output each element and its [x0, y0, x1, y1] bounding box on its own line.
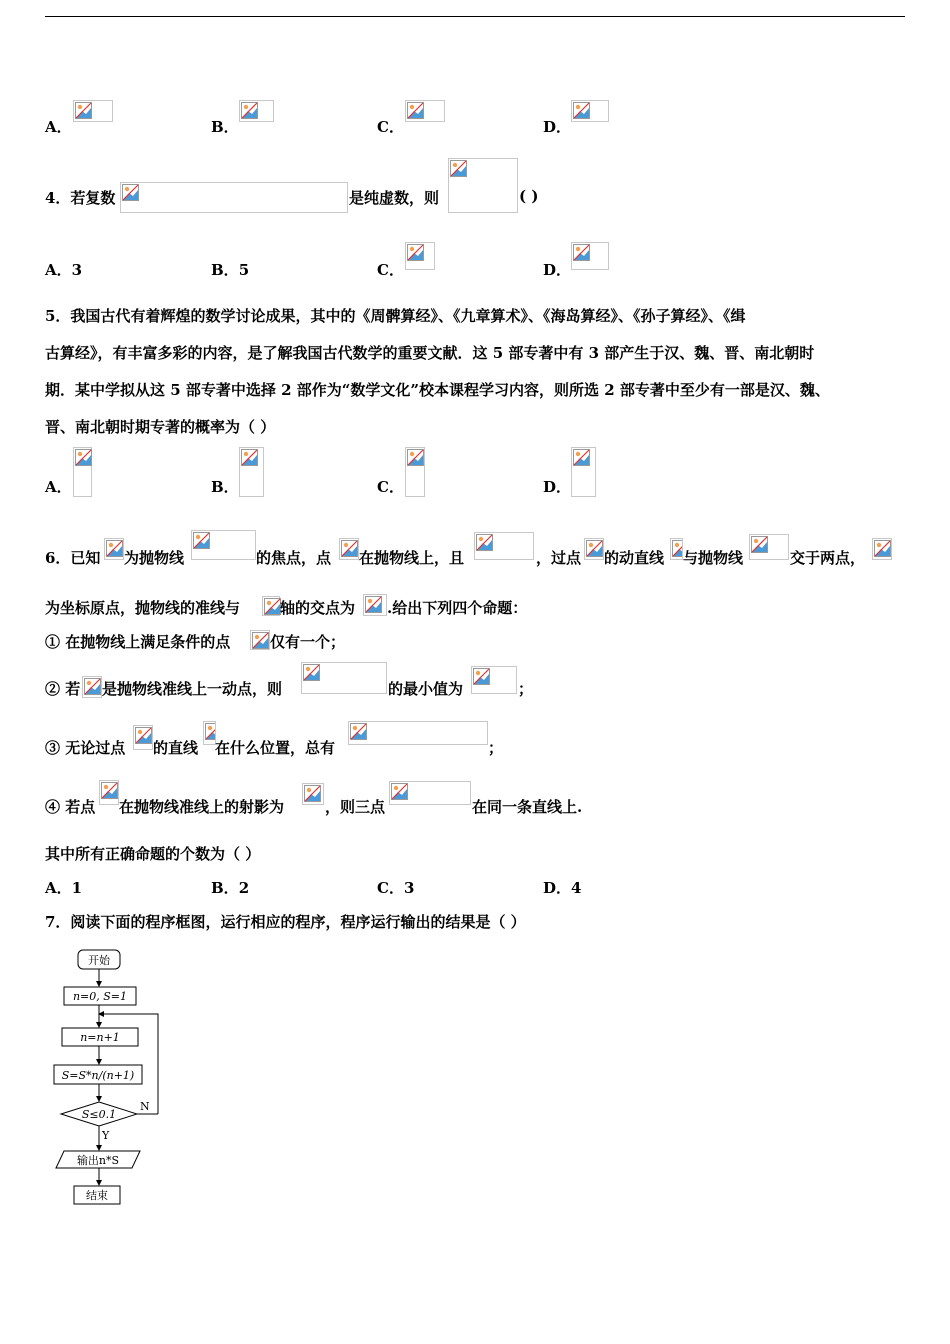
image-placeholder-icon — [304, 785, 321, 802]
q6-option-a-value: 1 — [71, 879, 83, 897]
q4-option-b-label: B． — [211, 261, 239, 279]
image-placeholder-icon — [573, 449, 590, 466]
q5-option-a-image — [73, 447, 92, 497]
q6-math-image — [133, 725, 153, 750]
q6-l2-t0: 为坐标原点，抛物线的准线与 — [45, 599, 241, 617]
image-placeholder-icon — [252, 632, 269, 649]
q6-p1-t0: ① 在抛物线上满足条件的点 — [45, 633, 231, 651]
q6-option-c — [377, 877, 414, 898]
q6-option-b-label: B． — [211, 879, 239, 897]
q6-p2-t3: ； — [518, 680, 534, 698]
q6-l1-t3: 在抛物线上，且 — [359, 549, 465, 567]
image-placeholder-icon — [874, 540, 891, 557]
q6-l2-t1: 轴的交点为 — [280, 599, 356, 617]
q6-math-image — [191, 530, 256, 560]
image-placeholder-icon — [573, 102, 590, 119]
q6-p1-t1: 仅有一个； — [270, 633, 346, 651]
q4-option-a-label: A． — [45, 261, 72, 279]
flow-step2-text: S=S*n/(n+1) — [61, 1069, 135, 1082]
image-placeholder-icon — [264, 598, 281, 615]
q6-option-b — [211, 877, 249, 898]
image-placeholder-icon — [751, 536, 768, 553]
image-placeholder-icon — [101, 782, 118, 799]
q3-option-c-label: C． — [377, 118, 404, 136]
q6-math-image — [99, 780, 119, 805]
q4-option-c-image — [405, 242, 435, 270]
q6-math-image — [363, 594, 387, 616]
image-placeholder-icon — [573, 244, 590, 261]
q5-line-2: 古算经》，有丰富多彩的内容，是了解我国古代数学的重要文献．这 5 部专著中有 3 部产生于汉、魏、晋、南北朝时 — [45, 344, 815, 362]
q6-math-image — [262, 596, 280, 616]
q6-p4-t1: 在抛物线准线上的射影为 — [119, 798, 285, 816]
q6-l1-t1: 为抛物线 — [124, 549, 185, 567]
q6-l1-t5: 的动直线 — [604, 549, 665, 567]
image-placeholder-icon — [341, 540, 358, 557]
q4-expression-image — [448, 158, 518, 213]
q5-option-c-image — [405, 447, 425, 497]
q6-math-image — [302, 783, 324, 805]
q7-text: 7．阅读下面的程序框图，运行相应的程序，程序运行输出的结果是（ ） — [45, 913, 526, 931]
flow-end-text: 结束 — [86, 1189, 108, 1202]
image-placeholder-icon — [193, 532, 210, 549]
q6-p3-t3: ； — [488, 739, 504, 757]
image-placeholder-icon — [365, 596, 382, 613]
flow-no-label: N — [140, 1100, 150, 1113]
image-placeholder-icon — [241, 449, 258, 466]
flow-output-text: 输出n*S — [76, 1154, 120, 1167]
q6-p3-t2: 在什么位置，总有 — [215, 739, 336, 757]
q6-math-image — [82, 676, 102, 698]
q6-option-b-value: 2 — [238, 879, 250, 897]
q6-l1-t0: 6．已知 — [45, 549, 101, 567]
q6-option-a — [45, 877, 82, 898]
q7-flowchart — [52, 948, 172, 1210]
q5-option-c-label: C． — [377, 478, 404, 496]
q6-question: 其中所有正确命题的个数为（ ） — [45, 845, 261, 863]
q5-option-a-label: A． — [45, 478, 72, 496]
image-placeholder-icon — [75, 449, 92, 466]
q6-option-d-value: 4 — [571, 879, 582, 897]
image-placeholder-icon — [75, 102, 92, 119]
q6-math-image — [749, 534, 789, 560]
q5-option-d-image — [571, 447, 596, 497]
q6-option-a-label: A． — [45, 879, 72, 897]
image-placeholder-icon — [241, 102, 258, 119]
q4-complex-number-image — [120, 182, 348, 213]
q6-l1-t7: 交于两点， — [790, 549, 866, 567]
q6-math-image — [872, 538, 892, 560]
image-placeholder-icon — [407, 244, 424, 261]
image-placeholder-icon — [672, 540, 683, 557]
q6-p3-t1: 的直线 — [153, 739, 199, 757]
q6-l1-t6: 与抛物线 — [683, 549, 744, 567]
flow-cond-text: S≤0.1 — [81, 1108, 117, 1121]
q4-option-a-value: 3 — [71, 261, 83, 279]
image-placeholder-icon — [122, 184, 139, 201]
q6-math-image — [250, 630, 270, 650]
q6-math-image — [474, 532, 534, 560]
q4-option-b — [211, 259, 249, 280]
q6-l1-t4: ，过点 — [536, 549, 582, 567]
image-placeholder-icon — [135, 727, 152, 744]
q6-math-image — [104, 538, 124, 560]
image-placeholder-icon — [407, 449, 424, 466]
image-placeholder-icon — [407, 102, 424, 119]
image-placeholder-icon — [350, 723, 367, 740]
image-placeholder-icon — [84, 678, 101, 695]
q5-line-1: 5．我国古代有着辉煌的数学讨论成果，其中的《周髀算经》、《九章算术》、《海岛算经》、《孙子算经》、《缉 — [45, 307, 746, 325]
q5-option-b-label: B． — [211, 478, 239, 496]
flow-yes-label: Y — [102, 1129, 110, 1142]
q6-p4-t3: 在同一条直线上. — [472, 798, 583, 816]
flow-step1-text: n=n+1 — [80, 1031, 120, 1044]
q3-option-d-image — [571, 100, 609, 122]
q6-p2-t1: 是抛物线准线上一动点，则 — [102, 680, 283, 698]
q6-math-image — [301, 662, 387, 694]
q5-option-d-label: D． — [543, 478, 572, 496]
q6-math-image — [339, 538, 359, 560]
q6-math-image — [670, 538, 683, 560]
image-placeholder-icon — [450, 160, 467, 177]
q6-math-image — [389, 781, 471, 805]
flow-start-text: 开始 — [88, 954, 110, 967]
q4-mid: 是纯虚数，则 — [349, 189, 440, 207]
q6-option-d-label: D． — [543, 879, 572, 897]
q4-option-d-image — [571, 242, 609, 270]
q3-option-b-label: B． — [211, 118, 239, 136]
q6-option-d — [543, 877, 581, 898]
q6-l2-t2: .给出下列四个命题： — [387, 599, 528, 617]
q6-p4-t2: ，则三点 — [325, 798, 386, 816]
q3-option-c-image — [405, 100, 445, 122]
q3-option-a-image — [73, 100, 113, 122]
q4-prefix: 4．若复数 — [45, 189, 116, 207]
q6-option-c-value: 3 — [403, 879, 415, 897]
q6-math-image — [584, 538, 604, 560]
image-placeholder-icon — [476, 534, 493, 551]
q6-p4-t0: ④ 若点 — [45, 798, 96, 816]
q3-option-b-image — [239, 100, 274, 122]
q6-math-image — [471, 666, 517, 694]
image-placeholder-icon — [303, 664, 320, 681]
image-placeholder-icon — [473, 668, 490, 685]
image-placeholder-icon — [586, 540, 603, 557]
q4-option-b-value: 5 — [238, 261, 250, 279]
top-rule — [45, 16, 905, 17]
q3-option-d-label: D． — [543, 118, 572, 136]
q5-line-3: 期．某中学拟从这 5 部专著中选择 2 部作为“数学文化”校本课程学习内容，则所选 2 部专著中至少有一部是汉、魏、 — [45, 381, 830, 399]
q6-p3-t0: ③ 无论过点 — [45, 739, 126, 757]
q5-line-4: 晋、南北朝时期专著的概率为（ ） — [45, 418, 276, 436]
q6-p2-t2: 的最小值为 — [388, 680, 464, 698]
q6-l1-t2: 的焦点，点 — [256, 549, 332, 567]
image-placeholder-icon — [106, 540, 123, 557]
q6-option-c-label: C． — [377, 879, 404, 897]
q5-option-b-image — [239, 447, 264, 497]
q6-math-image — [348, 721, 488, 745]
q3-option-a-label: A． — [45, 118, 72, 136]
q4-paren: ( ) — [519, 187, 539, 205]
q4-option-d-label: D． — [543, 261, 572, 279]
image-placeholder-icon — [391, 783, 408, 800]
q6-p2-t0: ② 若 — [45, 680, 81, 698]
q4-option-a — [45, 259, 82, 280]
q4-option-c-label: C． — [377, 261, 404, 279]
flow-init-text: n=0, S=1 — [72, 990, 128, 1003]
